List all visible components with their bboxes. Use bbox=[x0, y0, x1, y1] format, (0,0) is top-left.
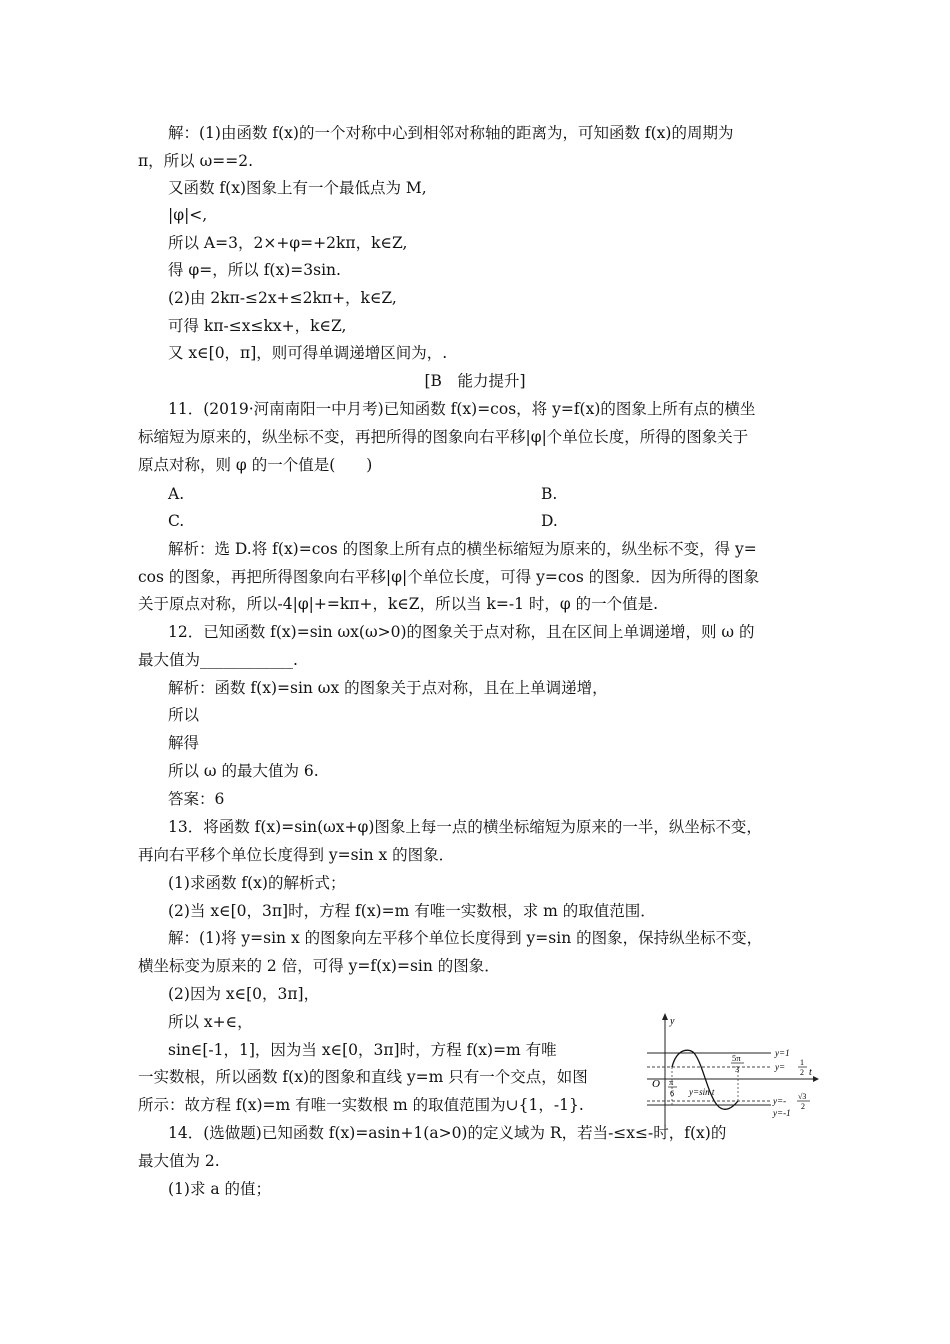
solution-13-line-3: (2)因为 x∈[0，3π]， bbox=[168, 985, 320, 1003]
curve-label: y=sin t bbox=[689, 1087, 715, 1097]
analysis-12-line-3: 解得 bbox=[168, 734, 200, 752]
problem-12-line-2: 最大值为____________. bbox=[138, 651, 298, 669]
problem-11-line-2: 标缩短为原来的，纵坐标不变，再把所得的图象向右平移|φ|个单位长度，所得的图象关于 bbox=[138, 428, 749, 446]
solution-10-line-9: 又 x∈[0，π]，则可得单调递增区间为，. bbox=[168, 344, 448, 362]
solution-13-line-4: 所以 x+∈， bbox=[168, 1013, 253, 1031]
label-sqrt3-denominator: 2 bbox=[801, 1102, 805, 1111]
problem-14-line-2: 最大值为 2. bbox=[138, 1152, 220, 1170]
solution-13-line-2: 横坐标变为原来的 2 倍，可得 y=f(x)=sin 的图象． bbox=[138, 957, 500, 975]
problem-13-part-2: (2)当 x∈[0，3π]时，方程 f(x)=m 有唯一实数根，求 m 的取值范围． bbox=[168, 902, 656, 920]
answer-12: 答案：6 bbox=[168, 790, 225, 808]
problem-12-line-1: 12．已知函数 f(x)=sin ωx(ω>0)的图象关于点对称，且在区间上单调递增，则 ω 的 bbox=[168, 623, 755, 641]
option-c: C. bbox=[168, 512, 185, 530]
problem-13-line-1: 13．将函数 f(x)=sin(ωx+φ)图象上每一点的横坐标缩短为原来的一半，纵坐标不变， bbox=[168, 818, 762, 836]
problem-13-line-2: 再向右平移个单位长度得到 y=sin x 的图象． bbox=[138, 846, 455, 864]
origin-label: O bbox=[652, 1078, 660, 1090]
solution-13-line-6: 一实数根，所以函数 f(x)的图象和直线 y=m 只有一个交点，如图 bbox=[138, 1068, 588, 1086]
solution-10-line-3: 又函数 f(x)图象上有一个最低点为 M, bbox=[168, 179, 427, 197]
option-a: A. bbox=[168, 485, 185, 503]
option-d: D. bbox=[541, 512, 558, 530]
solution-10-line-8: 可得 kπ-≤x≤kx+，k∈Z, bbox=[168, 317, 347, 335]
label-sqrt3-numerator: √3 bbox=[798, 1092, 807, 1101]
solution-10-line-7: (2)由 2kπ-≤2x+≤2kπ+，k∈Z, bbox=[168, 289, 397, 307]
label-y-neg-1: y=-1 bbox=[773, 1108, 791, 1118]
solution-13-line-1: 解：(1)将 y=sin x 的图象向左平移个单位长度得到 y=sin 的图象，保持纵坐标不变， bbox=[168, 929, 763, 947]
problem-11-line-3: 原点对称，则 φ 的一个值是( ) bbox=[138, 456, 373, 474]
solution-10-line-6: 得 φ=，所以 f(x)=3sin. bbox=[168, 261, 341, 279]
problem-11-line-1: 11．(2019·河南南阳一中月考)已知函数 f(x)=cos，将 y=f(x)的图象上所有点的横坐 bbox=[168, 400, 756, 418]
analysis-12-line-2: 所以 bbox=[168, 706, 200, 724]
y-axis-label: y bbox=[670, 1016, 675, 1027]
sine-curve bbox=[672, 1050, 738, 1109]
t-axis-arrow bbox=[813, 1076, 819, 1082]
label-y-neg-sqrt3-half: y=- bbox=[773, 1096, 787, 1106]
solution-10-line-1: 解：(1)由函数 f(x)的一个对称中心到相邻对称轴的距离为，可知函数 f(x)的周期为 bbox=[168, 124, 734, 142]
section-heading: [B 能力提升] bbox=[424, 372, 526, 390]
problem-13-part-1: (1)求函数 f(x)的解析式； bbox=[168, 874, 346, 892]
solution-10-line-5: 所以 A=3，2×+φ=+2kπ，k∈Z, bbox=[168, 234, 408, 252]
five-pi-over-3-denominator: 3 bbox=[735, 1064, 740, 1074]
five-pi-over-3-numerator: 5π bbox=[732, 1053, 741, 1063]
problem-14-line-1: 14．(选做题)已知函数 f(x)=asin+1(a>0)的定义域为 R，若当-≤x≤-时，f(x)的 bbox=[168, 1124, 727, 1142]
label-y-half-numerator: 1 bbox=[800, 1058, 804, 1067]
analysis-11-line-1: 解析：选 D.将 f(x)=cos 的图象上所有点的横坐标缩短为原来的，纵坐标不变，得 y= bbox=[168, 540, 757, 558]
analysis-11-line-2: cos 的图象，再把所得图象向右平移|φ|个单位长度，可得 y=cos 的图象．因为所得的图象 bbox=[138, 568, 760, 586]
pi-over-6-denominator: 6 bbox=[670, 1088, 675, 1098]
label-y-half-denominator: 2 bbox=[800, 1068, 804, 1077]
option-b: B. bbox=[541, 485, 558, 503]
sine-graph-figure bbox=[645, 1012, 820, 1140]
y-axis-arrow bbox=[662, 1013, 668, 1020]
pi-over-6-numerator: π bbox=[669, 1077, 674, 1087]
solution-13-line-5: sin∈[-1，1]，因为当 x∈[0，3π]时，方程 f(x)=m 有唯 bbox=[168, 1041, 557, 1059]
analysis-12-line-1: 解析：函数 f(x)=sin ωx 的图象关于点对称，且在上单调递增， bbox=[168, 679, 608, 697]
analysis-11-line-3: 关于原点对称，所以-4|φ|+=kπ+，k∈Z，所以当 k=-1 时，φ 的一个值是. bbox=[138, 595, 659, 613]
problem-14-part-1: (1)求 a 的值； bbox=[168, 1180, 272, 1198]
label-y-half: y= bbox=[775, 1062, 786, 1072]
analysis-12-line-4: 所以 ω 的最大值为 6. bbox=[168, 762, 319, 780]
t-axis-label: t bbox=[809, 1067, 812, 1078]
solution-10-line-4: |φ|<, bbox=[168, 206, 208, 224]
solution-13-line-7: 所示：故方程 f(x)=m 有唯一实数根 m 的取值范围为∪{1，-1}. bbox=[138, 1096, 584, 1114]
label-y-1: y=1 bbox=[775, 1048, 790, 1058]
solution-10-line-2: π，所以 ω==2. bbox=[138, 152, 254, 170]
